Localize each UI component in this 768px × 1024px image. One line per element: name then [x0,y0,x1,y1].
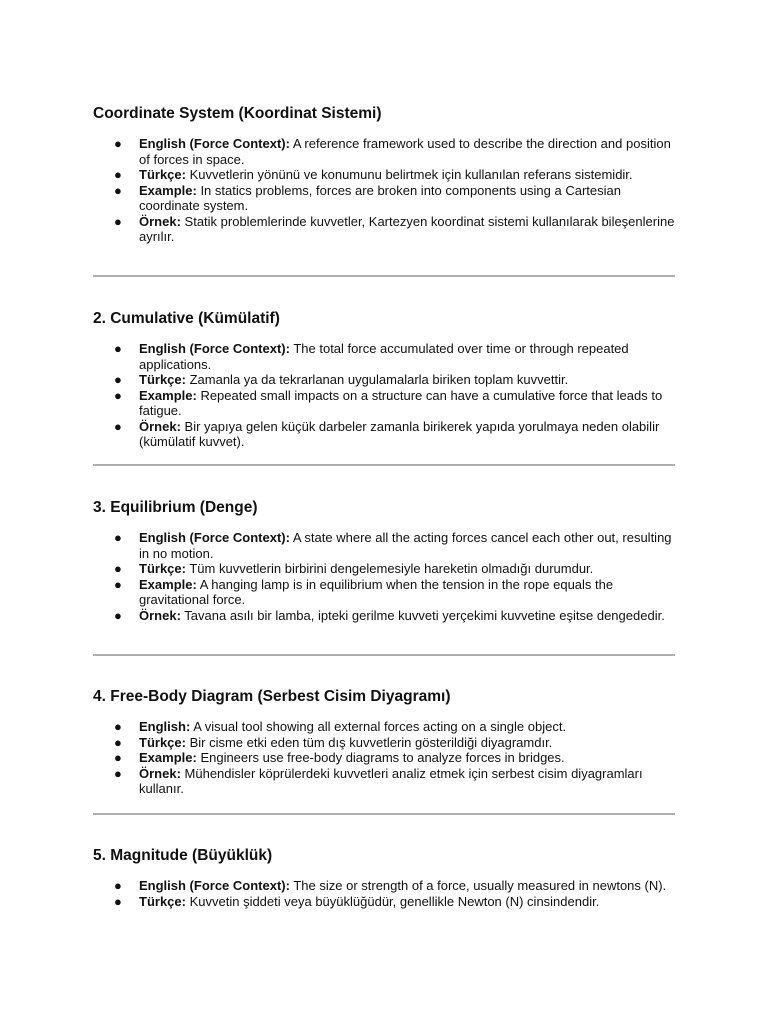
bullet-icon: ● [114,182,122,198]
bullet-icon: ● [114,167,122,182]
bullet-icon: ● [114,341,122,356]
bullet-icon: ● [114,734,122,750]
list-item [93,577,675,608]
bullet-icon: ● [114,576,122,592]
definition-text: A visual tool showing all external forces acting on a single object. [193,719,567,734]
list-item [93,214,675,245]
list-item [93,136,675,167]
term-label: Örnek: [139,213,181,229]
definition-text: A state where all the acting forces cancel each other out, resulting in no motion. [139,530,672,561]
list-item [93,341,675,372]
section-title: 2. Cumulative (Kümülatif) [93,310,280,327]
definition-text: A reference framework used to describe the direction and position of forces in space. [139,136,671,167]
definition-text: Kuvvetlerin yönünü ve konumunu belirtmek için kullanılan referans sistemidir. [189,167,633,182]
term-label: English: [139,719,191,734]
term-label: Örnek: [139,418,181,434]
section-free-body-diagram [93,687,675,797]
section-title: Coordinate System (Koordinat Sistemi) [93,105,382,122]
list-item [93,735,675,751]
bullet-icon: ● [114,372,122,387]
bullet-list [93,341,675,450]
definition-text: Mühendisler köprülerdeki kuvvetleri analiz etmek için serbest cisim diyagramları kullanır. [139,765,643,796]
term-label: Türkçe: [139,372,186,387]
bullet-list [93,530,675,623]
bullet-icon: ● [114,719,122,734]
section-divider [93,654,675,656]
definition-text: The size or strength of a force, usually measured in newtons (N). [293,878,667,893]
list-item [93,167,675,183]
bullet-icon: ● [114,607,122,623]
term-label: Örnek: [139,765,181,781]
term-label: Örnek: [139,607,181,623]
term-label: Example: [139,182,197,198]
bullet-list [93,136,675,245]
term-label: Türkçe: [139,893,186,909]
bullet-icon: ● [114,893,122,909]
definition-text: The total force accumulated over time or through repeated applications. [139,341,629,372]
list-item [93,372,675,388]
bullet-icon: ● [114,530,122,545]
term-label: Türkçe: [139,561,186,576]
bullet-list [93,719,675,797]
definition-text: Tüm kuvvetlerin birbirini dengelemesiyle hareketin olmadığı durumdur. [189,561,594,576]
term-label: English (Force Context): [139,878,290,893]
list-item [93,419,675,450]
list-item [93,608,675,624]
term-label: Example: [139,387,197,403]
bullet-icon: ● [114,878,122,893]
section-title: 3. Equilibrium (Denge) [93,499,258,516]
section-equilibrium [93,498,675,623]
term-label: Example: [139,750,197,765]
definition-text: Repeated small impacts on a structure can have a cumulative force that leads to fatigue. [139,387,663,418]
section-coordinate-system [93,104,675,245]
list-item [93,766,675,797]
definition-text: Engineers use free-body diagrams to analyze forces in bridges. [200,750,565,765]
bullet-list [93,878,675,909]
definition-text: Bir cisme etki eden tüm dış kuvvetlerin gösterildiği diyagramdır. [189,734,553,750]
section-title: 4. Free-Body Diagram (Serbest Cisim Diyagramı) [93,688,451,705]
list-item [93,878,675,894]
bullet-icon: ● [114,750,122,765]
bullet-icon: ● [114,213,122,229]
section-title: 5. Magnitude (Büyüklük) [93,847,273,864]
list-item [93,561,675,577]
definition-text: Zamanla ya da tekrarlanan uygulamalarla biriken toplam kuvvettir. [189,372,569,387]
list-item [93,894,675,910]
term-label: English (Force Context): [139,341,290,356]
definition-text: In statics problems, forces are broken into components using a Cartesian coordinate system. [139,182,621,213]
term-label: Türkçe: [139,167,186,182]
section-magnitude [93,846,675,909]
section-divider [93,813,675,815]
definition-text: Statik problemlerinde kuvvetler, Kartezyen koordinat sistemi kullanılarak bileşenlerine ayrılır. [139,213,675,244]
list-item [93,750,675,766]
bullet-icon: ● [114,561,122,576]
term-label: English (Force Context): [139,136,290,151]
definition-text: A hanging lamp is in equilibrium when the tension in the rope equals the gravitational force. [139,576,614,607]
list-item [93,388,675,419]
section-divider [93,275,675,277]
definition-text: Bir yapıya gelen küçük darbeler zamanla birikerek yapıda yorulmaya neden olabilir (kümülatif kuvvet). [139,418,660,449]
bullet-icon: ● [114,765,122,781]
term-label: Example: [139,576,197,592]
definition-text: Tavana asılı bir lamba, ipteki gerilme kuvveti yerçekimi kuvvetine eşitse dengededir. [184,607,665,623]
list-item [93,183,675,214]
term-label: English (Force Context): [139,530,290,545]
list-item [93,530,675,561]
section-cumulative [93,309,675,450]
term-label: Türkçe: [139,734,186,750]
bullet-icon: ● [114,418,122,434]
list-item [93,719,675,735]
bullet-icon: ● [114,387,122,403]
section-divider [93,464,675,466]
definition-text: Kuvvetin şiddeti veya büyüklüğüdür, genellikle Newton (N) cinsindendir. [189,893,600,909]
bullet-icon: ● [114,136,122,151]
